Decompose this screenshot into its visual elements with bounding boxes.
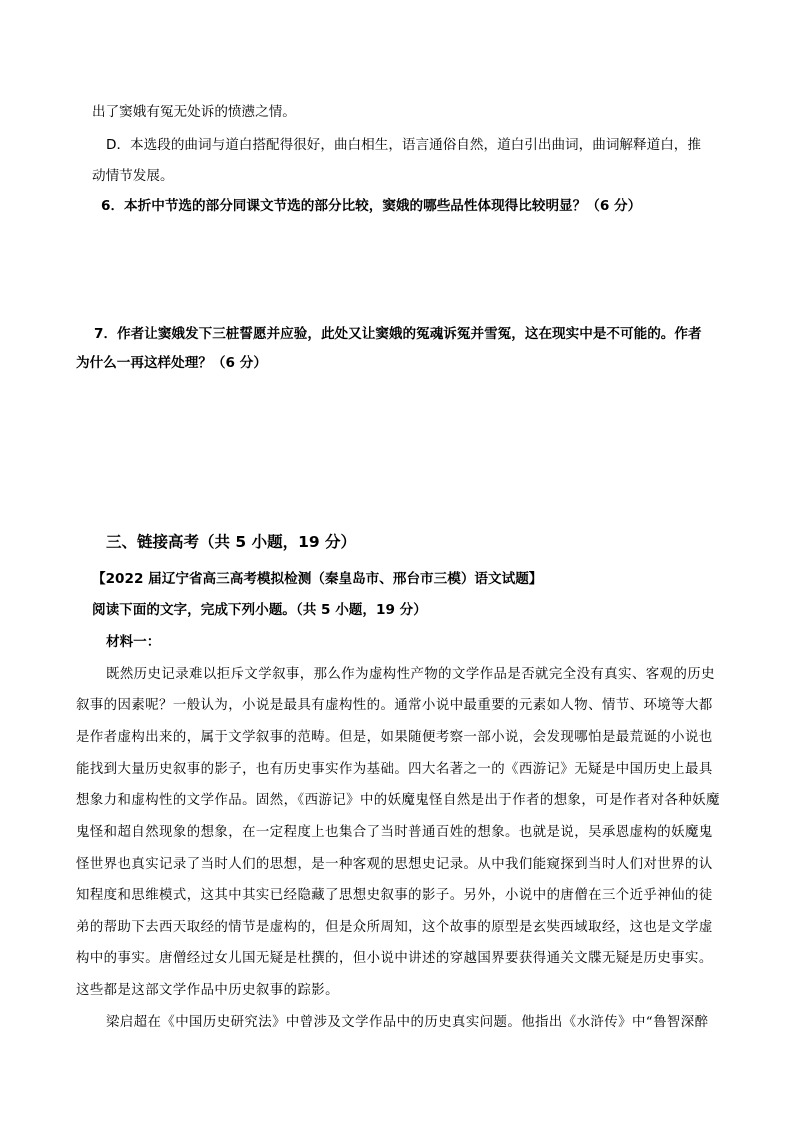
passage-line: 梁启超在《中国历史研究法》中曾涉及文学作品中的历史真实问题。他指出《水浒传》中“鲁智深醉	[106, 1015, 709, 1030]
text-line: 出了窦娥有冤无处诉的愤懑之情。	[92, 104, 296, 120]
option-d-line: D．本选段的曲词与道白搭配得很好，曲白相生，语言通俗自然，道白引出曲词，曲词解释道白，推	[106, 137, 701, 153]
passage-line: 怪世界也真实记录了当时人们的思想，是一种客观的思想史记录。从中我们能窥探到当时人们对世界的认	[76, 857, 713, 872]
passage-line: 这些都是这部文学作品中历史叙事的踪影。	[76, 983, 339, 998]
section-heading: 三、链接高考（共 5 小题，19 分）	[106, 533, 357, 551]
material-label: 材料一：	[106, 634, 161, 650]
source-citation: 【2022 届辽宁省高三高考模拟检测（秦皇岛市、邢台市三模）语文试题】	[92, 571, 543, 587]
passage-line: 想象力和虚构性的文学作品。固然，《西游记》中的妖魔鬼怪自然是出于作者的想象，可是作者对各种妖魔	[76, 793, 720, 808]
passage-line: 构中的事实。唐僧经过女儿国无疑是杜撰的，但小说中讲述的穿越国界要获得通关文牒无疑是历史事实。	[76, 951, 713, 966]
question-7-line-2: 为什么一再这样处理？（6 分）	[76, 355, 267, 371]
instruction-text: 阅读下面的文字，完成下列小题。（共 5 小题，19 分）	[92, 602, 427, 618]
passage-line: 知程度和思维模式，这其中其实已经隐藏了思想史叙事的影子。另外，小说中的唐僧在三个近乎神仙的徒	[76, 888, 713, 903]
passage-line: 能找到大量历史叙事的影子，也有历史事实作为基础。四大名著之一的《西游记》无疑是中国历史上最具	[76, 762, 713, 777]
question-7-line-1: 7．作者让窦娥发下三桩誓愿并应验，此处又让窦娥的冤魂诉冤并雪冤，这在现实中是不可能的。作者	[94, 326, 702, 342]
passage-line: 既然历史记录难以拒斥文学叙事，那么作为虚构性产物的文学作品是否就完全没有真实、客观的历史	[106, 667, 715, 682]
passage-line: 弟的帮助下去西天取经的情节是虚构的，但是众所周知，这个故事的原型是玄奘西域取经，这也是文学虚	[76, 920, 713, 935]
passage-line: 鬼怪和超自然现象的想象，在一定程度上也集合了当时普通百姓的想象。也就是说，吴承恩虚构的妖魔鬼	[76, 825, 713, 840]
question-6: 6．本折中节选的部分同课文节选的部分比较，窦娥的哪些品性体现得比较明显？（6 分）	[101, 198, 642, 214]
text-line: 动情节发展。	[92, 168, 174, 184]
passage-line: 是作者虚构出来的，属于文学叙事的范畴。但是，如果随便考察一部小说，会发现哪怕是最荒诞的小说也	[76, 730, 713, 745]
passage-line: 叙事的因素呢？一般认为，小说是最具有虚构性的。通常小说中最重要的元素如人物、情节、环境等大都	[76, 698, 713, 713]
